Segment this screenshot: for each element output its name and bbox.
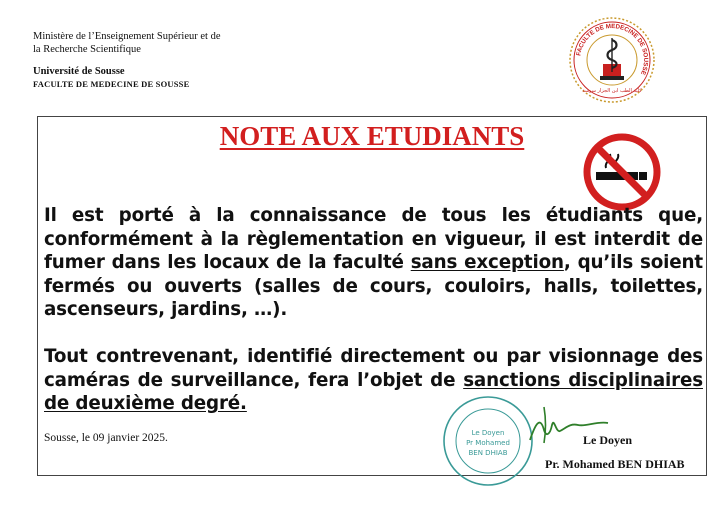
emphasis-sans-exception: sans exception: [410, 252, 564, 274]
notice-paragraph-2: Tout contrevenant, identifié directement ou par visionnage des caméras de surveillance, fera l’objet de sanctions disciplinaires de deuxième degré.: [44, 346, 703, 415]
stamp-line-2: Pr Mohamed: [466, 439, 510, 447]
emphasis-sanctions: sanctions disciplinaires de deuxième degré.: [44, 369, 703, 415]
university-name: Université de Sousse: [33, 66, 125, 77]
issue-date: Sousse, le 09 janvier 2025.: [44, 432, 168, 444]
logo-ring-text: FACULTE DE MEDECINE DE SOUSSE: [575, 22, 650, 76]
signatory-name: Pr. Mohamed BEN DHIAB: [545, 457, 685, 471]
ministry-line-2: la Recherche Scientifique: [33, 44, 141, 55]
faculty-logo: [568, 16, 656, 104]
stamp-line-1: Le Doyen: [471, 429, 505, 437]
logo-arabic-text: كلية الطب ابن الجزار سوسة: [582, 88, 642, 94]
notice-title: NOTE AUX ETUDIANTS: [219, 121, 525, 151]
stamp-line-3: BEN DHIAB: [468, 449, 508, 457]
faculty-name: FACULTE DE MEDECINE DE SOUSSE: [33, 79, 190, 89]
institution-header: [33, 30, 263, 91]
ministry-line-1: Ministère de l’Enseignement Supérieur et de: [33, 31, 221, 42]
no-smoking-icon: [582, 132, 662, 212]
notice-paragraph-1: Il est porté à la connaissance de tous les étudiants que, conformément à la règlementation en vigueur, il est interdit de fumer dans les locaux de la faculté sans exception, qu’ils soient fermés ou ouverts (salles de cours, couloirs, halls, toilettes, ascenseurs, jardins, …).: [44, 205, 703, 321]
signatory-title: Le Doyen: [583, 433, 632, 447]
notice-box: [37, 116, 707, 476]
